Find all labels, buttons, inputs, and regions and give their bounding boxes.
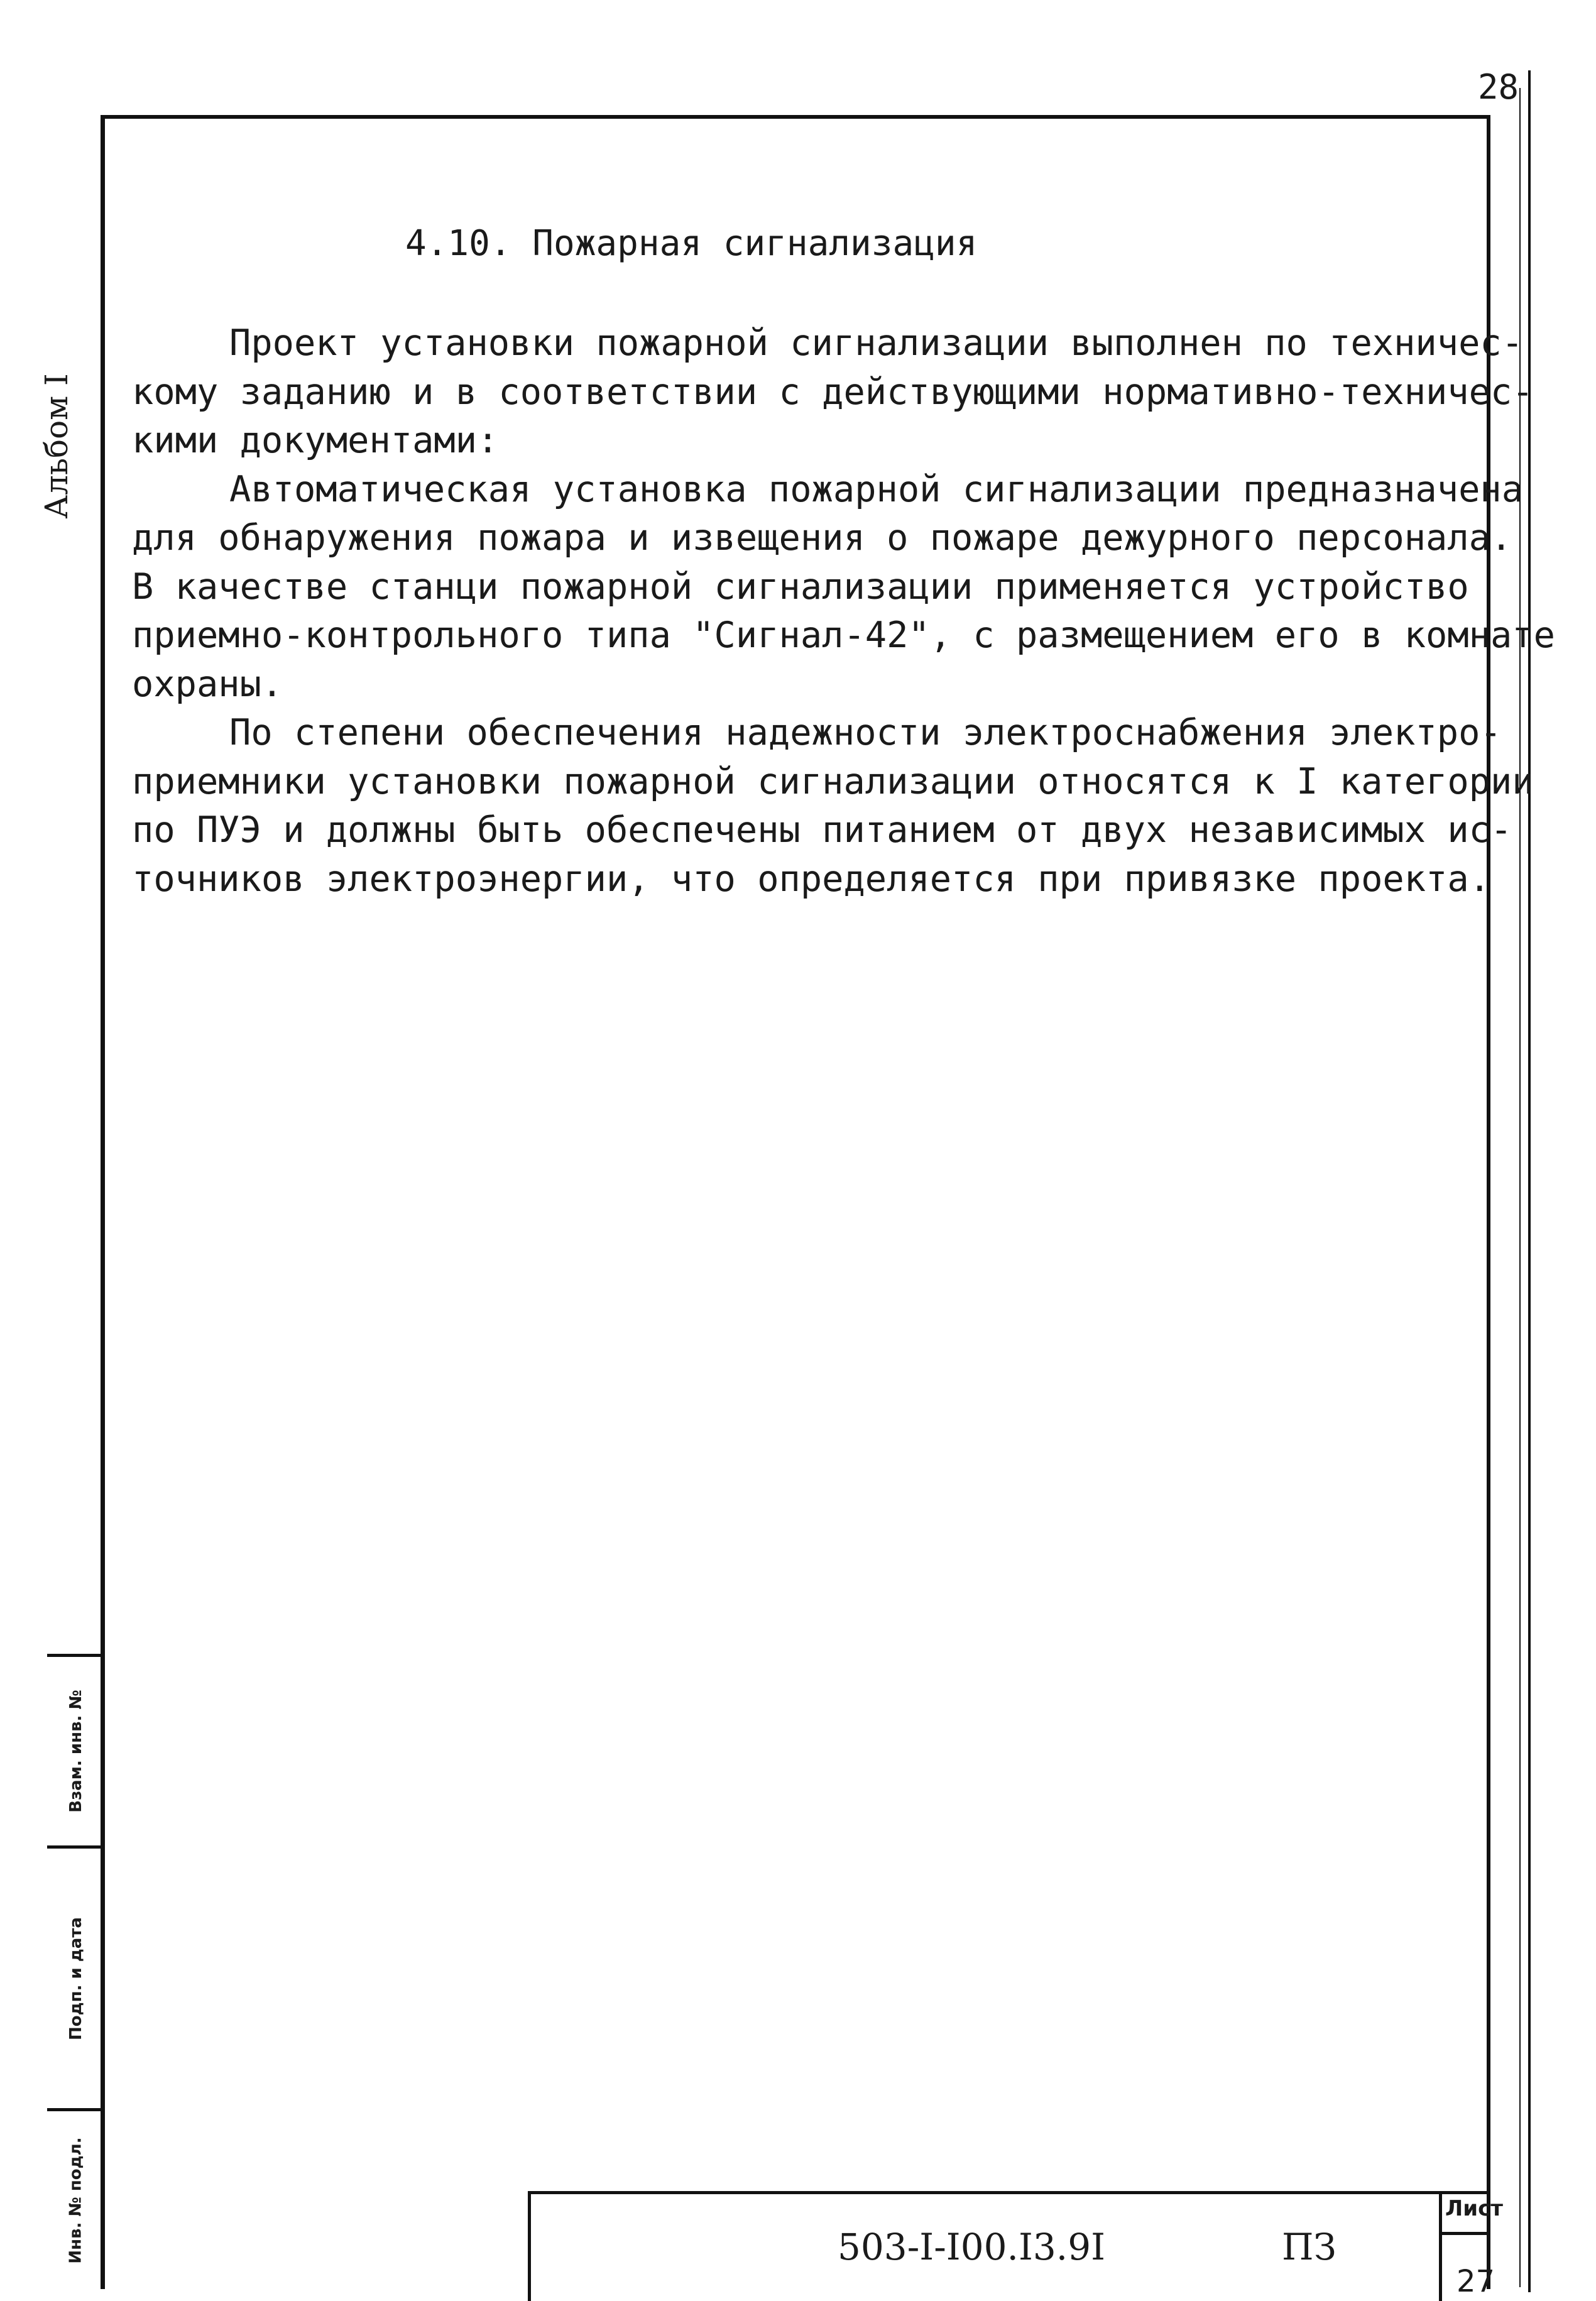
sheet-cell-divider bbox=[1439, 2232, 1490, 2235]
sheet-label: Лист bbox=[1445, 2196, 1503, 2221]
paragraph bbox=[132, 319, 1534, 466]
title-block-left-border bbox=[528, 2191, 531, 2301]
paragraph bbox=[132, 466, 1555, 709]
text-line: по ПУЭ и должны быть обеспечены питанием от двух независимых ис- bbox=[132, 809, 1512, 851]
title-block bbox=[528, 2191, 1503, 2301]
page-number: 28 bbox=[1478, 67, 1519, 107]
text-line: В качестве станци пожарной сигнализации применяется устройство bbox=[132, 566, 1469, 608]
text-line: По степени обеспечения надежности электроснабжения электро- bbox=[229, 712, 1502, 753]
sheet-cell-left-border bbox=[1439, 2191, 1442, 2301]
stamp-signature-date bbox=[47, 1849, 105, 2108]
text-line: Автоматическая установка пожарной сигнализации предназначена bbox=[229, 468, 1524, 510]
stamp-replacement-inventory bbox=[47, 1657, 105, 1845]
text-line: приемники установки пожарной сигнализации относятся к I категории bbox=[132, 760, 1534, 802]
section-body bbox=[132, 319, 1555, 904]
sheet-number: 27 bbox=[1457, 2264, 1495, 2299]
text-line: точников электроэнергии, что определяется при привязке проекта. bbox=[132, 858, 1490, 900]
document-code: 503-I-I00.I3.9I bbox=[838, 2226, 1106, 2268]
stamp-signature-label: Подп. и дата bbox=[67, 1916, 86, 2040]
text-line: приемно-контрольного типа "Сигнал-42", с размещением его в комнате bbox=[132, 615, 1555, 656]
text-line: Проект установки пожарной сигнализации выполнен по техничес- bbox=[229, 322, 1524, 364]
stamp-original-inventory bbox=[47, 2111, 105, 2289]
stamp-original-label: Инв. № подл. bbox=[67, 2136, 85, 2264]
title-block-top-border bbox=[528, 2191, 1490, 2194]
paragraph bbox=[132, 709, 1534, 904]
document-type: ПЗ bbox=[1282, 2226, 1336, 2268]
text-line: охраны. bbox=[132, 663, 283, 705]
text-line: для обнаружения пожара и извещения о пожаре дежурного персонала. bbox=[132, 517, 1512, 559]
text-line: кому заданию и в соответствии с действующими нормативно-техничес- bbox=[132, 371, 1534, 413]
text-line: кими документами: bbox=[132, 420, 499, 461]
album-label: Альбом I bbox=[38, 373, 75, 519]
stamp-replacement-label: Взам. инв. № bbox=[67, 1690, 85, 1813]
right-edge-line-inner bbox=[1519, 88, 1521, 2287]
side-stamp-column bbox=[47, 1654, 105, 2289]
section-heading: 4.10. Пожарная сигнализация bbox=[405, 223, 978, 264]
